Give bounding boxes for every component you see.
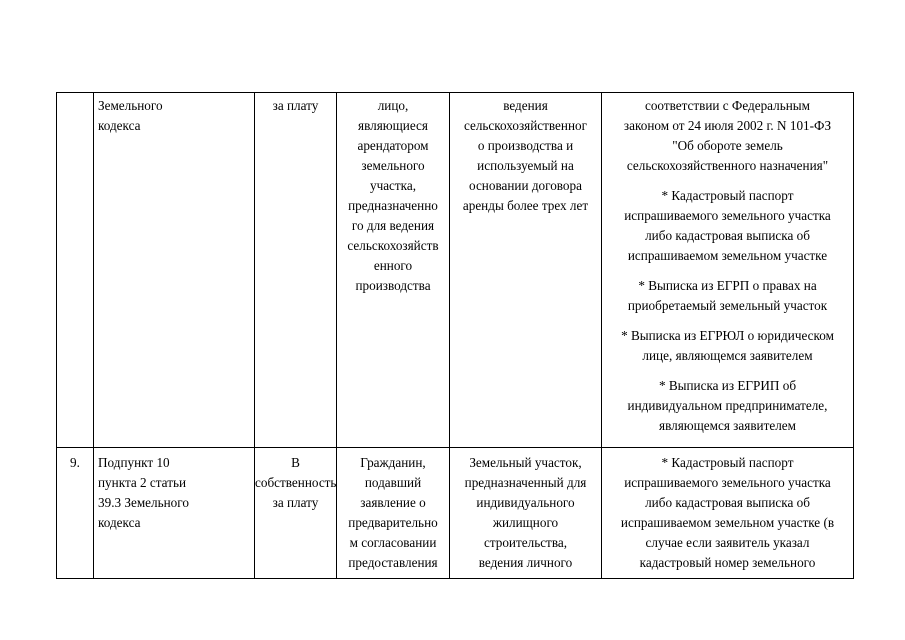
table-row-2-type — [255, 453, 336, 513]
applicant-line: енного — [373, 258, 413, 273]
row-divider — [56, 447, 854, 448]
basis-line: Земельного — [98, 98, 163, 113]
applicant-line: Гражданин, — [360, 455, 426, 470]
purpose-line: используемый на — [477, 158, 574, 173]
purpose-line: жилищного — [492, 515, 559, 530]
document-line: являющемся заявителем — [659, 418, 796, 433]
purpose-line: аренды более трех лет — [462, 198, 589, 213]
document-note — [602, 96, 853, 176]
applicant-line: производства — [355, 278, 431, 293]
document-note — [602, 453, 853, 573]
document-line: испрашиваемом земельном участке — [627, 248, 828, 263]
applicant-line: го для ведения — [351, 218, 435, 233]
purpose-line: Земельный участок, — [469, 455, 582, 470]
basis-line: кодекса — [98, 118, 141, 133]
applicant-line: арендатором — [357, 138, 429, 153]
document-note — [602, 326, 853, 366]
table-row-1-purpose — [450, 96, 601, 216]
purpose-line: сельскохозяйственног — [463, 118, 588, 133]
purpose-line: о производства и — [477, 138, 574, 153]
table-row-2-documents — [602, 453, 853, 583]
applicant-line: участка, — [369, 178, 417, 193]
document-line: законом от 24 июля 2002 г. N 101-ФЗ — [623, 118, 832, 133]
table-row-1-basis — [98, 96, 248, 136]
applicant-line: земельного — [361, 158, 425, 173]
purpose-line: предназначенный для — [464, 475, 587, 490]
applicant-line: м согласовании — [349, 535, 437, 550]
applicant-line: предназначенно — [348, 198, 438, 213]
document-line: либо кадастровая выписка об — [645, 228, 810, 243]
basis-line: Подпункт 10 — [98, 455, 170, 470]
document-line: * Выписка из ЕГРИП об — [658, 378, 797, 393]
document-note — [602, 276, 853, 316]
table-row-1-documents — [602, 96, 853, 446]
basis-line: 39.3 Земельного — [98, 495, 189, 510]
column-divider — [93, 92, 94, 579]
document-line: испрашиваемом земельном участке (в — [620, 515, 835, 530]
table-row-1-applicant — [337, 96, 449, 296]
document-line: * Кадастровый паспорт — [661, 455, 794, 470]
table-border-left — [56, 92, 57, 579]
document-line: испрашиваемого земельного участка — [624, 208, 831, 223]
table-border-right — [853, 92, 854, 579]
table-row-2-number — [57, 453, 93, 473]
type-line: за плату — [272, 98, 319, 113]
table-border-top — [56, 92, 854, 93]
document-line: "Об обороте земель — [672, 138, 783, 153]
applicant-line: подавший — [364, 475, 422, 490]
type-line: В — [291, 455, 300, 470]
document-line: соответствии с Федеральным — [644, 98, 811, 113]
basis-line: кодекса — [98, 515, 141, 530]
applicant-line: являющиеся — [358, 118, 428, 133]
applicant-line: предварительно — [348, 515, 438, 530]
purpose-line: ведения личного — [478, 555, 573, 570]
document-line: приобретаемый земельный участок — [627, 298, 828, 313]
row-number: 9. — [70, 455, 80, 470]
document-note — [602, 186, 853, 266]
type-line: собственность — [255, 475, 337, 490]
document-line: случае если заявитель указал — [645, 535, 810, 550]
document-line: лице, являющемся заявителем — [642, 348, 813, 363]
land-documents-table — [56, 92, 854, 579]
document-line: кадастровый номер земельного — [639, 555, 816, 570]
applicant-line: предоставления — [348, 555, 438, 570]
purpose-line: индивидуального — [476, 495, 575, 510]
document-line: * Выписка из ЕГРП о правах на — [638, 278, 817, 293]
table-row-1-type — [255, 96, 336, 116]
document-line: * Кадастровый паспорт — [661, 188, 794, 203]
table-row-2-purpose — [450, 453, 601, 573]
type-line: за плату — [272, 495, 319, 510]
document-line: сельскохозяйственного назначения" — [626, 158, 829, 173]
document-line: индивидуальном предпринимателе, — [627, 398, 828, 413]
table-row-2-applicant — [337, 453, 449, 573]
document-line: * Выписка из ЕГРЮЛ о юридическом — [621, 328, 834, 343]
purpose-line: ведения — [503, 98, 548, 113]
document-note — [602, 376, 853, 436]
purpose-line: строительства, — [483, 535, 568, 550]
applicant-line: лицо, — [377, 98, 409, 113]
applicant-line: заявление о — [360, 495, 426, 510]
applicant-line: сельскохозяйств — [347, 238, 439, 253]
table-row-2-basis — [98, 453, 248, 533]
purpose-line: основании договора — [469, 178, 582, 193]
document-line: либо кадастровая выписка об — [645, 495, 810, 510]
basis-line: пункта 2 статьи — [98, 475, 187, 490]
document-line: испрашиваемого земельного участка — [624, 475, 831, 490]
